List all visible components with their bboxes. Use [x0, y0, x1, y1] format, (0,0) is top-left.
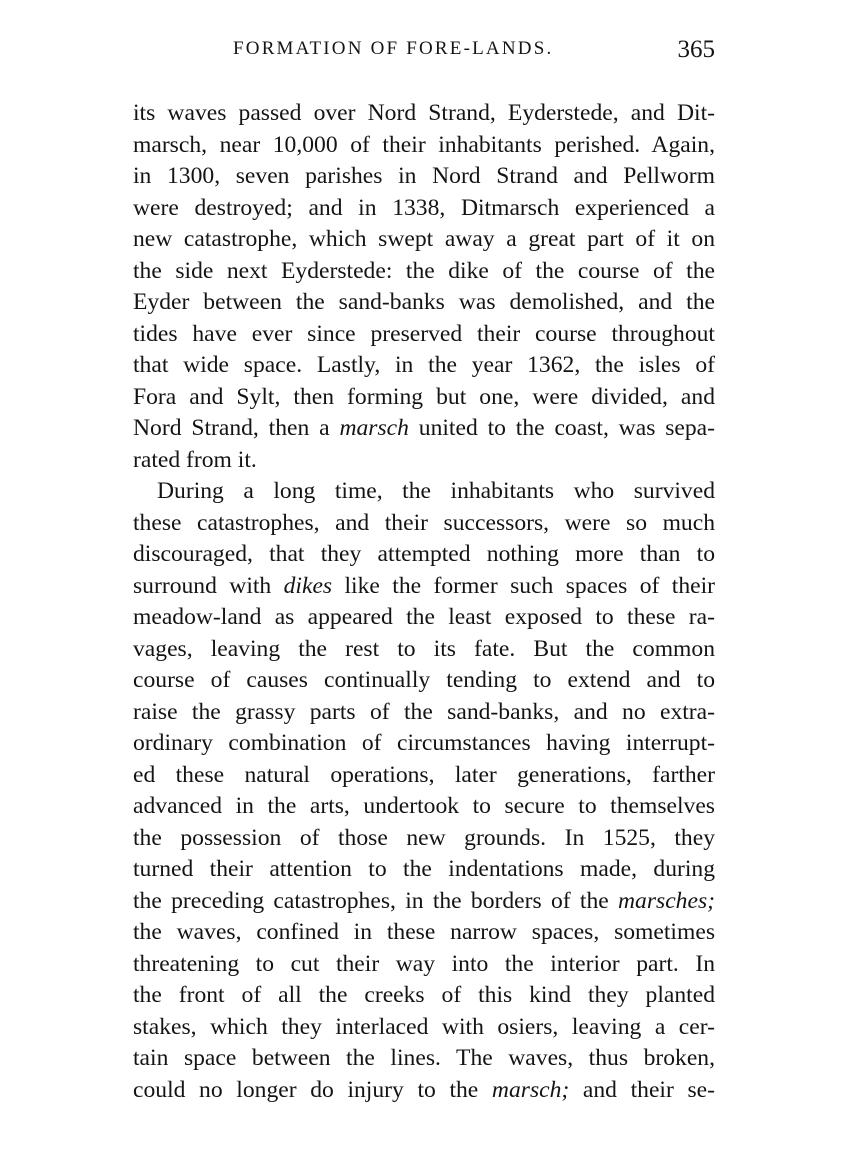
- text-run: the possession of those new grounds. In 1525, they: [133, 824, 715, 851]
- text-run: Fora and Sylt, then forming but one, were divided, and: [133, 383, 715, 410]
- text-run: could no longer do injury to the: [133, 1076, 492, 1103]
- text-line: [133, 539, 715, 571]
- text-run: marsch, near 10,000 of their inhabitants perished. Again,: [133, 131, 715, 158]
- text-run: turned their attention to the indentations made, during: [133, 856, 715, 882]
- italic-word: marsch;: [491, 1076, 570, 1103]
- text-run: Nord Strand, then a: [133, 415, 340, 441]
- text-line: [133, 571, 715, 603]
- text-line: [133, 130, 715, 162]
- text-run: its waves passed over Nord Strand, Eyderstede, and Dit-: [133, 100, 715, 126]
- text-line: [133, 949, 715, 981]
- text-run: course of causes continually tending to extend and to: [133, 667, 715, 693]
- text-run: the preceding catastrophes, in the borders of the: [133, 887, 619, 914]
- text-line: [133, 917, 715, 949]
- text-line: [133, 1012, 715, 1044]
- text-line: [133, 1043, 715, 1075]
- text-run: tides have ever since preserved their course throughout: [133, 320, 715, 347]
- text-run: raise the grassy parts of the sand-banks, and no extra-: [133, 698, 715, 725]
- text-run: rated from it.: [133, 446, 257, 473]
- text-line: [133, 98, 715, 130]
- text-line: [133, 886, 715, 918]
- text-line: [133, 728, 715, 760]
- italic-word: marsches;: [618, 887, 715, 914]
- text-run: surround with: [133, 572, 284, 599]
- italic-word: marsch: [339, 415, 409, 441]
- text-run: the front of all the creeks of this kind they planted: [133, 982, 715, 1008]
- text-run: Eyder between the sand-banks was demolished, and the: [133, 289, 715, 315]
- text-line: [133, 445, 715, 477]
- page-number: 365: [677, 36, 715, 63]
- text-line: [133, 224, 715, 256]
- running-title: FORMATION OF FORE-LANDS.: [233, 38, 554, 59]
- text-line: [133, 760, 715, 792]
- body-text: [133, 98, 715, 1106]
- text-run: new catastrophe, which swept away a great part of it on: [133, 226, 715, 252]
- text-run: the side next Eyderstede: the dike of the course of the: [133, 257, 715, 284]
- text-run: During a long time, the inhabitants who survived: [157, 478, 715, 504]
- text-run: threatening to cut their way into the interior part. In: [133, 950, 715, 977]
- text-line: [133, 854, 715, 886]
- text-run: that wide space. Lastly, in the year 1362, the isles of: [133, 352, 715, 378]
- text-run: were destroyed; and in 1338, Ditmarsch experienced a: [133, 194, 715, 221]
- text-line: [133, 161, 715, 193]
- text-line: [133, 697, 715, 729]
- text-line: [133, 287, 715, 319]
- text-run: stakes, which they interlaced with osiers, leaving a cer-: [133, 1013, 715, 1040]
- text-line: [133, 350, 715, 382]
- text-run: in 1300, seven parishes in Nord Strand and Pellworm: [133, 163, 715, 189]
- paragraph: [133, 476, 715, 1106]
- text-run: ordinary combination of circumstances having interrupt-: [133, 730, 715, 756]
- text-line: [133, 980, 715, 1012]
- text-run: united to the coast, was sepa-: [408, 415, 715, 441]
- text-line: [133, 634, 715, 666]
- text-line: [133, 602, 715, 634]
- text-line: [133, 1075, 715, 1107]
- text-run: the waves, confined in these narrow spaces, sometimes: [133, 919, 715, 945]
- text-line: [133, 791, 715, 823]
- italic-word: dikes: [283, 572, 333, 599]
- text-run: advanced in the arts, undertook to secure to themselves: [133, 793, 715, 819]
- text-run: vages, leaving the rest to its fate. But the common: [133, 635, 715, 662]
- text-line: [133, 319, 715, 351]
- text-line: [133, 382, 715, 414]
- text-line: [133, 508, 715, 540]
- text-run: meadow-land as appeared the least exposed to these ra-: [133, 604, 715, 630]
- text-line: [133, 413, 715, 445]
- text-run: these catastrophes, and their successors, were so much: [133, 509, 715, 536]
- text-line: [133, 665, 715, 697]
- text-run: ed these natural operations, later generations, farther: [133, 761, 715, 788]
- text-run: discouraged, that they attempted nothing more than to: [133, 541, 715, 567]
- text-run: like the former such spaces of their: [332, 572, 715, 599]
- text-line: [133, 193, 715, 225]
- running-head: [133, 36, 715, 70]
- text-line: [133, 476, 715, 508]
- text-line: [133, 256, 715, 288]
- text-line: [133, 823, 715, 855]
- paragraph: [133, 98, 715, 476]
- text-run: tain space between the lines. The waves, thus broken,: [133, 1045, 715, 1071]
- text-run: and their se-: [569, 1076, 715, 1103]
